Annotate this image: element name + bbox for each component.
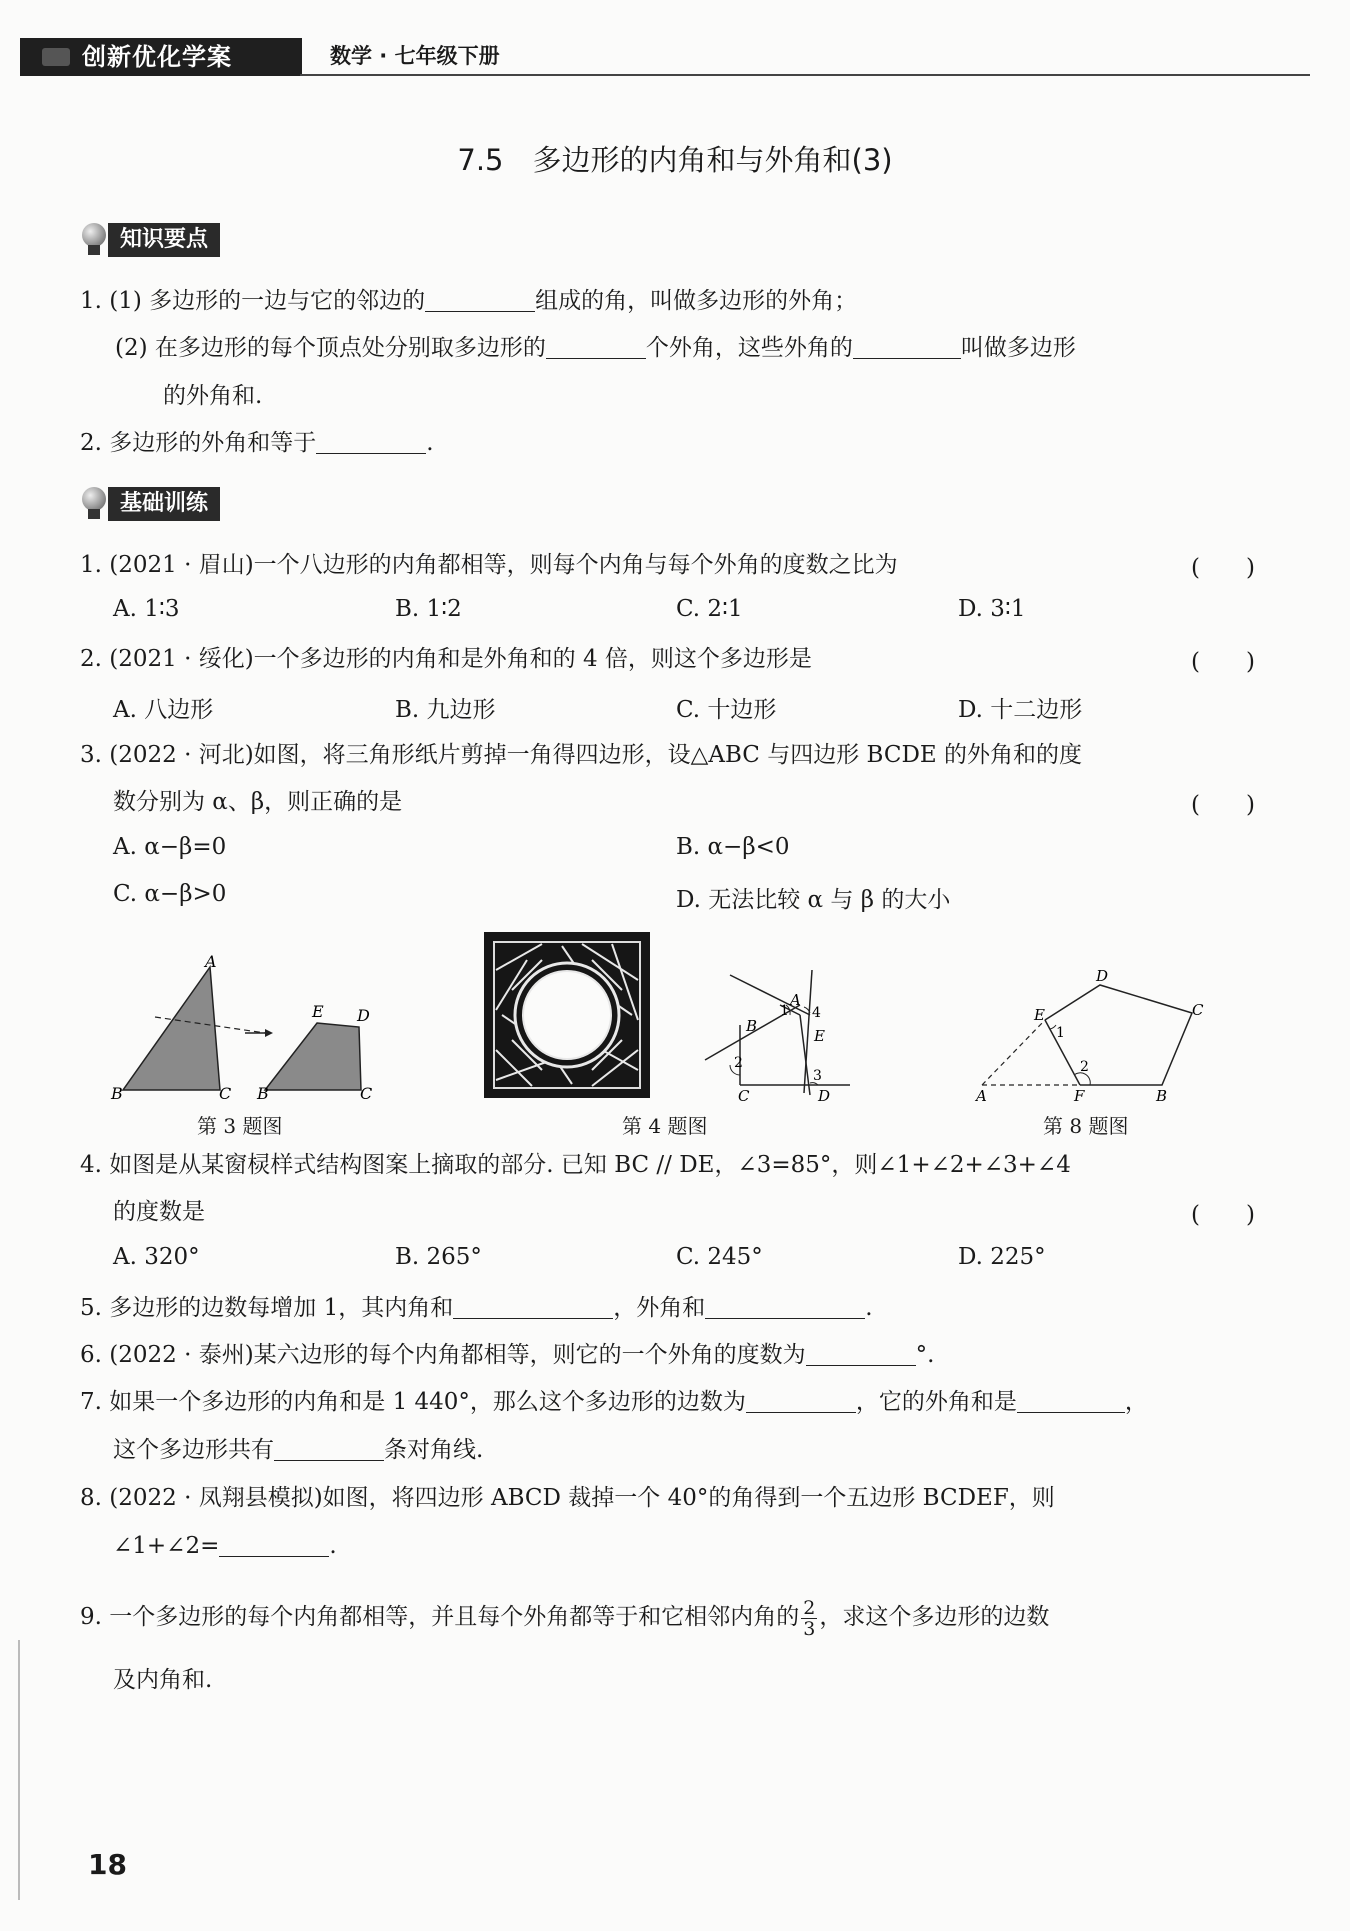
q6 (80, 1339, 934, 1371)
q1-option-b[interactable]: B. 1∶2 (395, 596, 462, 622)
q1-text: 1. (2021 · 眉山)一个八边形的内角都相等，则每个内角与每个外角的度数之比为 (80, 552, 898, 578)
brand-logo-icon (42, 48, 70, 66)
figure-q4-window-lattice (482, 930, 652, 1100)
q3-option-a[interactable]: A. α−β=0 (113, 834, 227, 860)
section-knowledge (78, 223, 220, 257)
q4-option-d[interactable]: D. 225° (958, 1244, 1046, 1270)
answer-paren[interactable]: ( ) (1191, 792, 1255, 818)
fig4-label-a: A (790, 991, 801, 1009)
fraction-numerator: 2 (803, 1596, 816, 1619)
knowledge-q2-pre: 2. 多边形的外角和等于 (80, 430, 317, 456)
fig3-label-e: E (312, 1002, 324, 1021)
q5-post: . (865, 1295, 873, 1321)
q3-option-c[interactable]: C. α−β>0 (113, 881, 227, 907)
section-training-label: 基础训练 (108, 487, 220, 521)
fig4-label-1: 1 (780, 1003, 789, 1019)
q7-line2 (113, 1434, 483, 1466)
q8-line2-post: . (329, 1533, 337, 1559)
brand-name: 创新优化学案 (82, 43, 232, 71)
brand-banner (20, 38, 302, 76)
q3-line2: 数分别为 α、β，则正确的是 (113, 789, 403, 815)
lightbulb-icon (78, 223, 108, 257)
fig4-label-4: 4 (812, 1005, 821, 1021)
q2-option-d[interactable]: D. 十二边形 (958, 697, 1083, 723)
figure-q3-caption: 第 3 题图 (197, 1114, 283, 1138)
fig4-label-b: B (746, 1017, 758, 1035)
knowledge-q1b-pre: (2) 在多边形的每个顶点处分别取多边形的 (115, 335, 546, 361)
q7-pre: 7. 如果一个多边形的内角和是 1 440°，那么这个多边形的边数为 (80, 1389, 746, 1415)
answer-blank[interactable] (546, 334, 646, 359)
fig4-label-d: D (818, 1087, 831, 1105)
q2-text: 2. (2021 · 绥化)一个多边形的内角和是外角和的 4 倍，则这个多边形是 (80, 646, 812, 672)
knowledge-q1b-cont: 的外角和. (163, 383, 263, 409)
fig8-label-b: B (1156, 1087, 1168, 1105)
knowledge-q2 (80, 427, 434, 459)
answer-paren[interactable]: ( ) (1191, 649, 1255, 675)
q4-line1: 4. 如图是从某窗棂样式结构图案上摘取的部分. 已知 BC // DE，∠3=85°，则∠1+∠2+∠3+∠4 (80, 1152, 1071, 1178)
q5-pre: 5. 多边形的边数每增加 1，其内角和 (80, 1295, 454, 1321)
answer-blank[interactable] (853, 334, 961, 359)
page-title: 7.5 多边形的内角和与外角和(3) (457, 143, 893, 177)
fig4-label-3: 3 (813, 1068, 822, 1084)
q2-option-c[interactable]: C. 十边形 (676, 697, 777, 723)
fig8-label-f: F (1074, 1087, 1085, 1105)
figure-q4-angles (700, 965, 870, 1105)
knowledge-q1b (115, 332, 1076, 364)
q8-line1: 8. (2022 · 凤翔县模拟)如图，将四边形 ABCD 裁掉一个 40°的角得到一个五边形 BCDEF，则 (80, 1485, 1055, 1511)
answer-blank[interactable] (1017, 1388, 1125, 1413)
book-title: 数学 · 七年级下册 (330, 44, 500, 68)
answer-blank[interactable] (806, 1341, 916, 1366)
fraction-two-thirds (801, 1598, 817, 1639)
q9-line2: 及内角和. (113, 1667, 213, 1693)
triangle-abc (123, 967, 220, 1090)
fig4-label-2: 2 (734, 1055, 743, 1071)
answer-blank[interactable] (746, 1388, 856, 1413)
q9-post: ，求这个多边形的边数 (819, 1604, 1050, 1630)
q6-pre: 6. (2022 · 泰州)某六边形的每个内角都相等，则它的一个外角的度数为 (80, 1342, 806, 1368)
q1-option-c[interactable]: C. 2∶1 (676, 596, 743, 622)
answer-blank[interactable] (705, 1294, 865, 1319)
q7-post: ， (1124, 1389, 1148, 1415)
page-number: 18 (88, 1848, 127, 1881)
knowledge-q1a-post: 组成的角，叫做多边形的外角； (535, 288, 858, 314)
q1-option-d[interactable]: D. 3∶1 (958, 596, 1026, 622)
fig3-label-b2: B (257, 1084, 269, 1103)
knowledge-q1b-mid: 个外角，这些外角的 (645, 335, 853, 361)
knowledge-q1b-post: 叫做多边形 (960, 335, 1076, 361)
section-training (78, 487, 220, 521)
knowledge-q1a (80, 285, 857, 317)
q7-line1 (80, 1386, 1148, 1418)
q1-option-a[interactable]: A. 1∶3 (113, 596, 180, 622)
q9-line1 (80, 1594, 1049, 1640)
fig8-label-d: D (1096, 967, 1109, 985)
fig4-label-e: E (814, 1027, 825, 1045)
q7-line2-post: 条对角线. (384, 1437, 484, 1463)
fig4-label-c: C (738, 1087, 750, 1105)
knowledge-q1a-pre: 1. (1) 多边形的一边与它的邻边的 (80, 288, 426, 314)
q9-pre: 9. 一个多边形的每个内角都相等，并且每个外角都等于和它相邻内角的 (80, 1604, 800, 1630)
fig8-label-e: E (1034, 1006, 1045, 1024)
fig3-label-c: C (219, 1084, 232, 1103)
q3-option-d[interactable]: D. 无法比较 α 与 β 的大小 (676, 887, 951, 913)
fig8-label-c: C (1192, 1001, 1204, 1019)
answer-blank[interactable] (316, 429, 426, 454)
fig3-label-b: B (111, 1084, 123, 1103)
answer-blank[interactable] (425, 287, 535, 312)
answer-blank[interactable] (219, 1532, 329, 1557)
lightbulb-icon (78, 487, 108, 521)
answer-blank[interactable] (274, 1436, 384, 1461)
fraction-denominator: 3 (803, 1617, 816, 1640)
q2-option-a[interactable]: A. 八边形 (113, 697, 214, 723)
fig3-label-d: D (357, 1006, 370, 1025)
fig3-label-a: A (205, 955, 217, 971)
header (20, 38, 1320, 78)
scan-edge (18, 1640, 20, 1900)
q4-line2: 的度数是 (113, 1199, 205, 1225)
q8-line2-pre: ∠1+∠2= (113, 1533, 220, 1559)
answer-blank[interactable] (453, 1294, 613, 1319)
answer-paren[interactable]: ( ) (1191, 555, 1255, 581)
header-divider (300, 74, 1310, 76)
knowledge-q2-post: . (426, 430, 434, 456)
figure-q8 (970, 965, 1210, 1105)
answer-paren[interactable]: ( ) (1191, 1202, 1255, 1228)
section-knowledge-label: 知识要点 (108, 223, 220, 257)
q4-option-c[interactable]: C. 245° (676, 1244, 763, 1270)
q5 (80, 1292, 873, 1324)
fig8-label-2: 2 (1080, 1059, 1089, 1075)
fig3-label-c2: C (360, 1084, 373, 1103)
figure-q3 (105, 955, 390, 1105)
q3-option-b[interactable]: B. α−β<0 (676, 834, 790, 860)
q4-option-b[interactable]: B. 265° (395, 1244, 482, 1270)
figure-q8-caption: 第 8 题图 (1043, 1114, 1129, 1138)
q8-line2 (113, 1530, 337, 1562)
q7-mid: ，它的外角和是 (855, 1389, 1017, 1415)
quadrilateral-bcde (265, 1023, 361, 1090)
figure-q4-caption: 第 4 题图 (622, 1114, 708, 1138)
q2-option-b[interactable]: B. 九边形 (395, 697, 496, 723)
q7-line2-pre: 这个多边形共有 (113, 1437, 274, 1463)
q5-mid: ，外角和 (613, 1295, 706, 1321)
q6-post: °. (915, 1342, 935, 1368)
arrow-head-icon (265, 1029, 273, 1037)
fig8-label-a: A (976, 1087, 987, 1105)
q3-line1: 3. (2022 · 河北)如图，将三角形纸片剪掉一角得四边形，设△ABC 与四边形 BCDE 的外角和的度 (80, 742, 1082, 768)
fig8-label-1: 1 (1056, 1025, 1065, 1041)
q4-option-a[interactable]: A. 320° (113, 1244, 200, 1270)
